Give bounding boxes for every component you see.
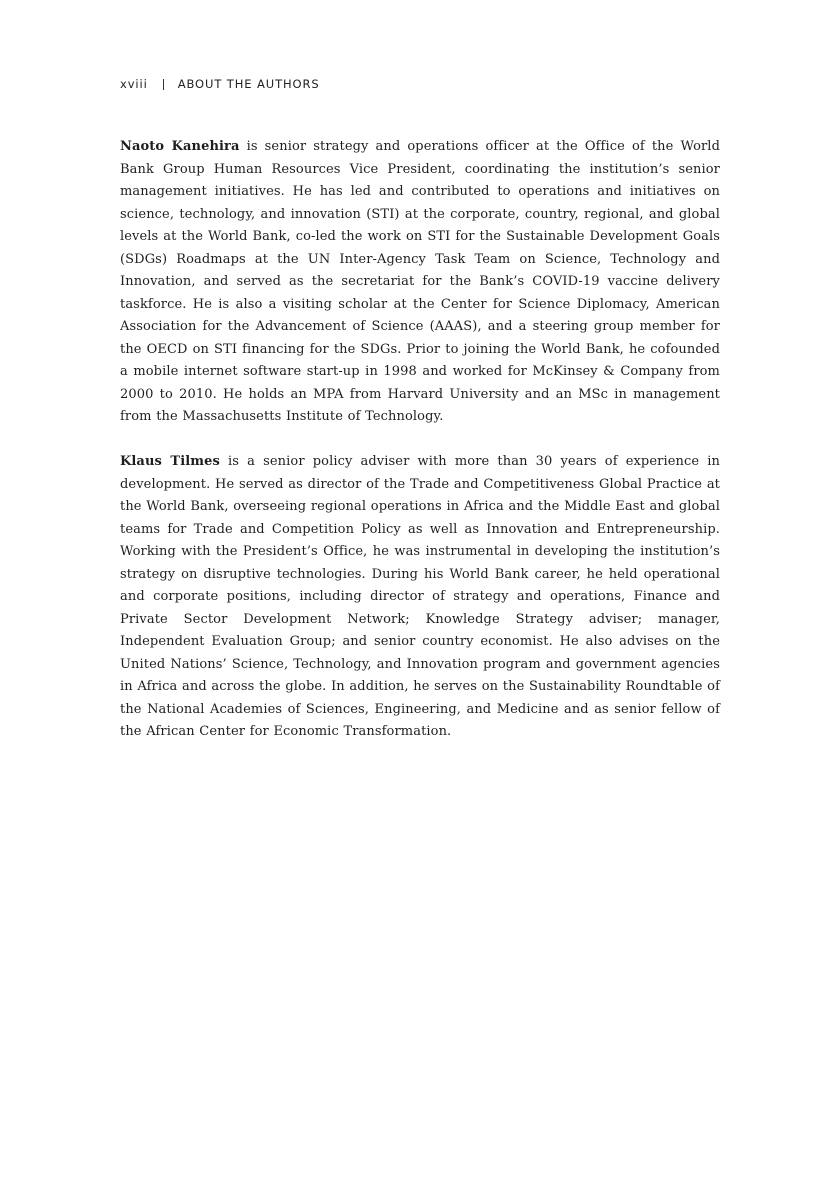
author-name: Klaus Tilmes bbox=[120, 454, 220, 469]
author-name: Naoto Kanehira bbox=[120, 139, 240, 154]
page-number: xviii bbox=[120, 77, 148, 91]
author-bio-text: is senior strategy and operations officer at the Office of the World Bank Group Human Resources Vice President, coordinating the institution’s senior management initiatives. He has led and contributed to operations and initiatives on science, technology, and innovation (STI) at the corporate, country, regional, and global levels at the World Bank, co-led the work on STI for the Sustainable Development Goals (SDGs) Roadmaps at the UN Inter-Agency Task Team on Science, Technology and Innovation, and served as the secretariat for the Bank’s COVID-19 vaccine delivery taskforce. He is also a visiting scholar at the Center for Science Diplomacy, American Association for the Advancement of Science (AAAS), and a steering group member for the OECD on STI financing for the SDGs. Prior to joining the World Bank, he cofounded a mobile internet software start-up in 1998 and worked for McKinsey & Company from 2000 to 2010. He holds an MPA from Harvard University and an MSc in management from the Massachusetts Institute of Technology. bbox=[120, 139, 720, 424]
header-divider bbox=[163, 79, 164, 90]
author-bio-kanehira bbox=[120, 136, 720, 429]
author-bio-text: is a senior policy adviser with more than 30 years of experience in development. He served as director of the Trade and Competitiveness Global Practice at the World Bank, overseeing regional operations in Africa and the Middle East and global teams for Trade and Competition Policy as well as Innovation and Entrepreneurship. Working with the President’s Office, he was instrumental in developing the institution’s strategy on disruptive technologies. During his World Bank career, he held operational and corporate positions, including director of strategy and operations, Finance and Private Sector Development Network; Knowledge Strategy adviser; manager, Independent Evaluation Group; and senior country economist. He also advises on the United Nations’ Science, Technology, and Innovation program and government agencies in Africa and across the globe. In addition, he serves on the Sustainability Roundtable of the National Academies of Sciences, Engineering, and Medicine and as senior fellow of the African Center for Economic Transformation. bbox=[120, 454, 720, 739]
running-header bbox=[120, 77, 320, 91]
section-title: ABOUT THE AUTHORS bbox=[177, 77, 320, 91]
author-bio-tilmes bbox=[120, 451, 720, 744]
